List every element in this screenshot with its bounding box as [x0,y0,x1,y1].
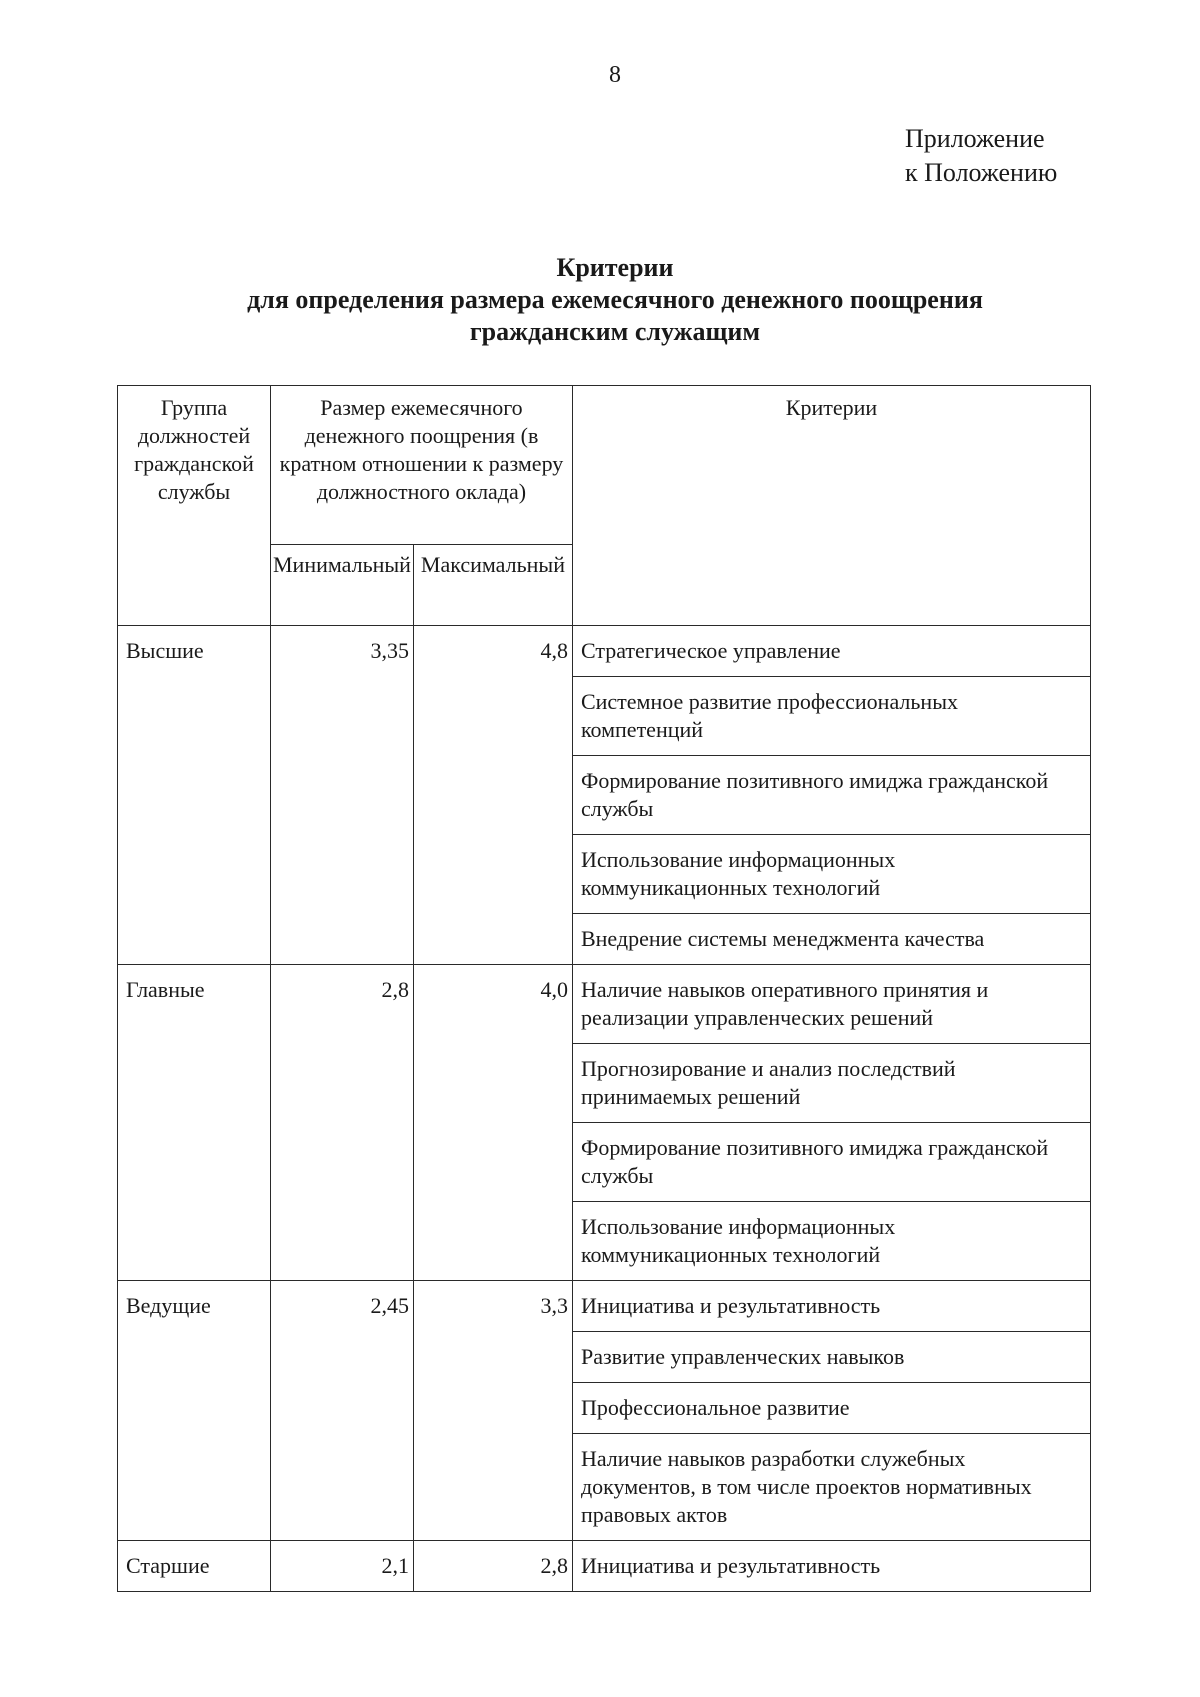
criterion: Формирование позитивного имиджа гражданской службы [572,1123,1090,1202]
header-max: Максимальный [413,545,572,626]
table-row [118,965,1091,1044]
criterion: Развитие управленческих навыков [572,1332,1090,1383]
table-row [118,626,1091,677]
page-number: 8 [609,62,621,88]
criterion: Наличие навыков оперативного принятия и реализации управленческих решений [572,965,1090,1044]
criterion: Инициатива и результативность [572,1281,1090,1332]
criterion: Использование информационных коммуникационных технологий [572,1202,1090,1281]
header-group: Группа должностей гражданской службы [118,386,271,626]
header-min: Минимальный [271,545,414,626]
criterion: Профессиональное развитие [572,1383,1090,1434]
appendix-line-2: к Положению [905,158,1058,187]
appendix-line-1: Приложение [905,124,1045,153]
min-value: 3,35 [271,626,414,965]
header-size: Размер ежемесячного денежного поощрения (в кратном отношении к размеру должностного оклада) [271,386,573,545]
criterion: Использование информационных коммуникационных технологий [572,835,1090,914]
title-line-1: Критерии [556,253,674,282]
max-value: 4,0 [413,965,572,1281]
max-value: 3,3 [413,1281,572,1541]
criteria-table [117,385,1091,1592]
header-criteria: Критерии [572,386,1090,626]
criterion: Системное развитие профессиональных компетенций [572,677,1090,756]
min-value: 2,8 [271,965,414,1281]
criterion: Формирование позитивного имиджа гражданской службы [572,756,1090,835]
group-name: Ведущие [118,1281,271,1541]
document-title [0,252,1200,348]
group-name: Главные [118,965,271,1281]
criterion: Внедрение системы менеджмента качества [572,914,1090,965]
appendix-label [905,122,1057,190]
max-value: 4,8 [413,626,572,965]
group-name: Старшие [118,1541,271,1592]
min-value: 2,1 [271,1541,414,1592]
max-value: 2,8 [413,1541,572,1592]
criterion: Инициатива и результативность [572,1541,1090,1592]
group-name: Высшие [118,626,271,965]
min-value: 2,45 [271,1281,414,1541]
table-row [118,1541,1091,1592]
title-line-2: для определения размера ежемесячного денежного поощрения [247,285,983,314]
criterion: Прогнозирование и анализ последствий принимаемых решений [572,1044,1090,1123]
title-line-3: гражданским служащим [469,317,761,346]
table-row [118,1281,1091,1332]
criterion: Стратегическое управление [572,626,1090,677]
criterion: Наличие навыков разработки служебных документов, в том числе проектов нормативных правовых актов [572,1434,1090,1541]
